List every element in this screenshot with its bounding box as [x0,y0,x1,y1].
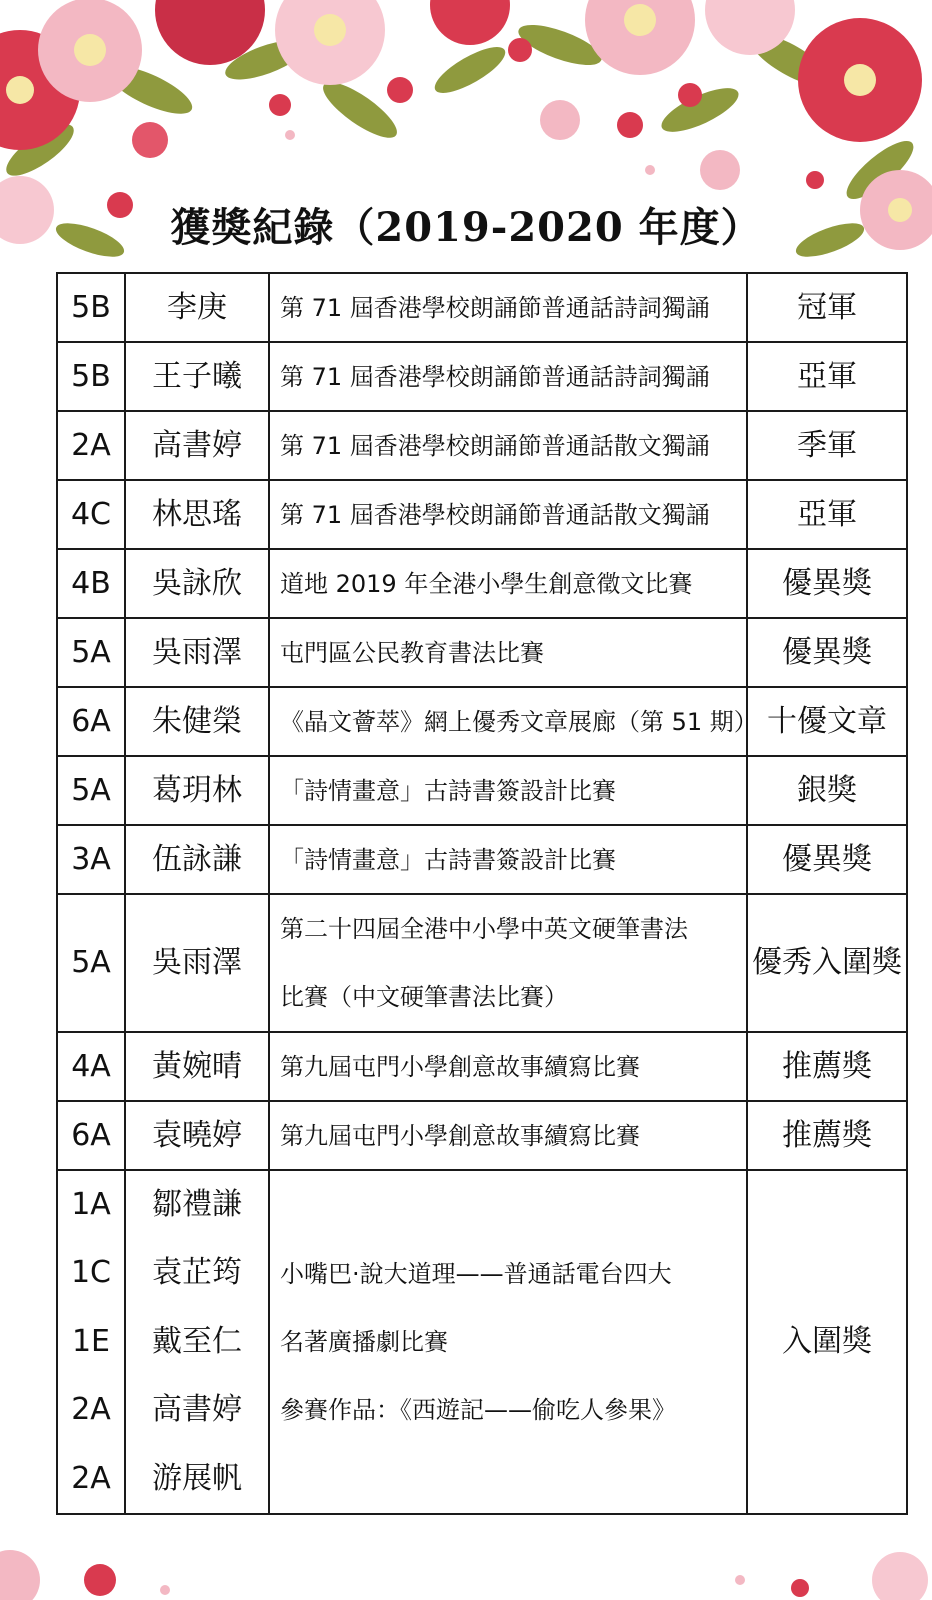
class-label: 2A [71,1460,111,1496]
student-name-cell: 葛玥林 [125,756,269,825]
awards-table-body-two-line [57,894,907,1032]
table-row [57,756,907,825]
student-name-cell: 吳雨澤 [125,618,269,687]
competition-cell [269,894,747,1032]
competition-cell: 「詩情畫意」古詩書簽設計比賽 [269,756,747,825]
table-row [57,1032,907,1101]
competition-cell [269,1170,747,1514]
class-cell: 5A [57,756,125,825]
student-name-cell: 朱健榮 [125,687,269,756]
class-label: 1A [71,1187,111,1222]
competition-cell: 第九屆屯門小學創意故事續寫比賽 [269,1101,747,1170]
class-cell: 5B [57,342,125,411]
class-label: 1E [71,1323,111,1359]
award-cell: 銀獎 [747,756,907,825]
table-row [57,342,907,411]
student-name-cell: 林思瑤 [125,480,269,549]
rose-decoration [0,0,922,150]
class-label: 2A [71,1392,111,1428]
competition-cell: 第九屆屯門小學創意故事續寫比賽 [269,1032,747,1101]
student-name: 鄒禮謙 [152,1187,242,1222]
table-row [57,687,907,756]
award-cell: 優異獎 [747,618,907,687]
class-cell-group [57,1170,125,1514]
competition-cell: 第 71 屆香港學校朗誦節普通話散文獨誦 [269,411,747,480]
bottom-flower-decoration [0,1550,928,1600]
award-cell: 入圍獎 [747,1170,907,1514]
small-blossom-decoration [107,38,824,218]
student-name-cell-group [125,1170,269,1514]
awards-table [56,272,908,1515]
student-name: 高書婷 [152,1392,242,1428]
table-row [57,549,907,618]
table-row [57,894,907,1032]
award-cell: 優異獎 [747,549,907,618]
competition-cell: 道地 2019 年全港小學生創意徵文比賽 [269,549,747,618]
student-name-cell: 李庚 [125,273,269,342]
table-row [57,480,907,549]
student-name-cell: 黃婉晴 [125,1032,269,1101]
competition-cell: 屯門區公民教育書法比賽 [269,618,747,687]
class-cell: 5B [57,273,125,342]
award-cell: 亞軍 [747,480,907,549]
class-cell: 6A [57,1101,125,1170]
award-cell: 季軍 [747,411,907,480]
class-cell: 4B [57,549,125,618]
floral-border-bottom [0,1530,932,1600]
competition-line: 比賽（中文硬筆書法比賽） [280,983,568,1011]
class-cell: 6A [57,687,125,756]
table-row [57,273,907,342]
student-name: 袁芷筠 [152,1255,242,1291]
competition-line: 小嘴巴·說大道理——普通話電台四大 [280,1259,672,1288]
competition-cell: 《晶文薈萃》網上優秀文章展廊（第 51 期） [269,687,747,756]
competition-line: 第二十四屆全港中小學中英文硬筆書法 [280,915,688,943]
page-title: 獲獎紀錄（2019-2020 年度） [170,204,762,251]
class-cell: 5A [57,894,125,1032]
award-cell: 優秀入圍獎 [747,894,907,1032]
student-name-cell: 吳詠欣 [125,549,269,618]
competition-cell: 第 71 屆香港學校朗誦節普通話詩詞獨誦 [269,342,747,411]
competition-cell: 第 71 屆香港學校朗誦節普通話散文獨誦 [269,480,747,549]
awards-table-body-group [57,1170,907,1514]
class-cell: 3A [57,825,125,894]
table-row [57,1101,907,1170]
student-name-cell: 伍詠謙 [125,825,269,894]
class-cell: 2A [57,411,125,480]
award-cell: 推薦獎 [747,1032,907,1101]
competition-cell: 「詩情畫意」古詩書簽設計比賽 [269,825,747,894]
competition-cell: 第 71 屆香港學校朗誦節普通話詩詞獨誦 [269,273,747,342]
class-cell: 4C [57,480,125,549]
student-name: 游展帆 [152,1460,242,1496]
flower-center-decoration [6,4,912,222]
award-cell: 亞軍 [747,342,907,411]
award-cell: 十優文章 [747,687,907,756]
awards-table-body-after [57,1032,907,1170]
student-name-cell: 王子曦 [125,342,269,411]
student-name-cell: 袁曉婷 [125,1101,269,1170]
table-row-group [57,1170,907,1514]
class-cell: 5A [57,618,125,687]
class-label: 1C [70,1255,112,1291]
table-row [57,825,907,894]
competition-line: 名著廣播劇比賽 [280,1327,448,1356]
awards-table-body [57,273,907,894]
table-row [57,618,907,687]
student-name-cell: 高書婷 [125,411,269,480]
student-name: 戴至仁 [152,1323,242,1359]
award-cell: 推薦獎 [747,1101,907,1170]
student-name-cell: 吳雨澤 [125,894,269,1032]
competition-line: 參賽作品：《西遊記——偷吃人參果》 [280,1395,676,1424]
award-cell: 冠軍 [747,273,907,342]
award-cell: 優異獎 [747,825,907,894]
class-cell: 4A [57,1032,125,1101]
table-row [57,411,907,480]
